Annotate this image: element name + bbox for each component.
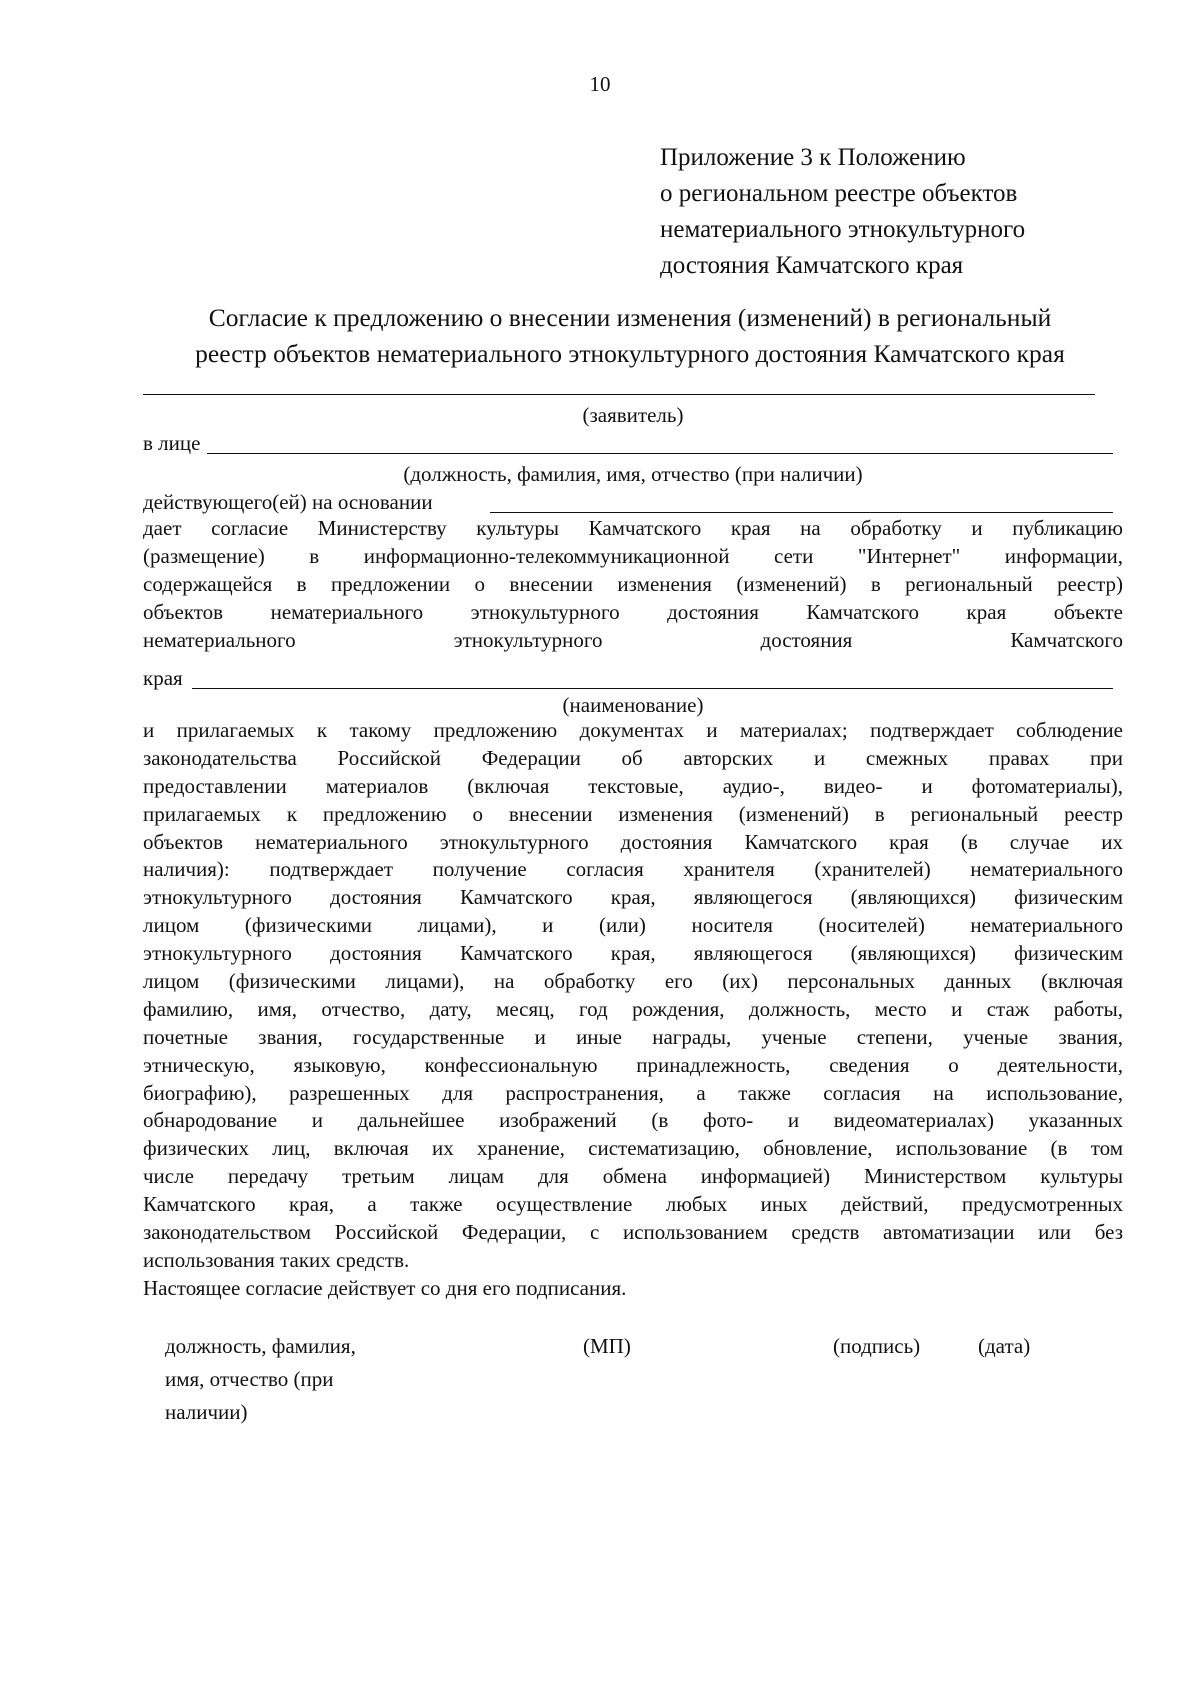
body-line: объектов нематериального этнокультурного достояния Камчатского края (в случае их [143,829,1123,854]
represented-fill-line [207,453,1113,454]
body-line: лицом (физическими лицами), на обработку его (их) персональных данных (включая [143,969,1123,994]
body-line: биографию), разрешенных для распространения, а также согласия на использование, [143,1080,1123,1105]
body-line: и прилагаемых к такому предложению документах и материалах; подтверждает соблюдение [143,718,1123,742]
signatory-position [165,1330,356,1429]
date-placeholder: (дата) [978,1334,1031,1358]
applicant-fill-line [143,394,1095,395]
consent-line: объектов нематериального этнокультурного достояния Камчатского края объекте [143,599,1123,624]
body-line: Камчатского края, а также осуществление любых иных действий, предусмотренных [143,1192,1123,1217]
body-line: физических лиц, включая их хранение, систематизацию, обновление, использование (в том [143,1136,1123,1161]
body-line: числе передачу третьим лицам для обмена информацией) Министерством культуры [143,1164,1123,1189]
body-line: почетные звания, государственные и иные награды, ученые степени, ученые звания, [143,1024,1123,1049]
body-line: предоставлении материалов (включая текстовые, аудио-, видео- и фотоматериалы), [143,773,1123,798]
title-line: реестр объектов нематериального этнокультурного достояния Камчатского края [195,339,1065,368]
body-line: наличия): подтверждает получение согласия хранителя (хранителей) нематериального [143,857,1123,882]
appendix-line: о региональном реестре объектов [660,180,1018,207]
consent-line: нематериального этнокультурного достояния Камчатского [143,627,1123,652]
basis-label: действующего(ей) на основании [143,490,433,514]
appendix-line: нематериального этнокультурного [660,216,1026,243]
consent-line: содержащейся в предложении о внесении изменения (изменений) в региональный реестр) [143,571,1123,596]
stamp-placeholder: (МП) [583,1334,631,1358]
signature-placeholder: (подпись) [833,1334,921,1358]
body-text [143,717,1123,1303]
body-line: фамилию, имя, отчество, дату, месяц, год рождения, должность, место и стаж работы, [143,996,1123,1021]
signatory-position-line: имя, отчество (при [165,1367,334,1391]
body-line: обнародование и дальнейшее изображений (в фото- и видеоматериалах) указанных [143,1108,1123,1133]
body-line: этнокультурного достояния Камчатского края, являющегося (являющихся) физическим [143,941,1123,966]
applicant-caption: (заявитель) [582,403,684,427]
basis-fill-line [490,512,1113,513]
object-label: края [143,666,183,690]
appendix-reference [660,140,1120,284]
validity-statement: Настоящее согласие действует со дня его подписания. [143,1275,627,1300]
title-line: Согласие к предложению о внесении изменения (изменений) в региональный [208,303,1052,332]
signatory-position-line: должность, фамилия, [165,1334,356,1358]
body-line: законодательством Российской Федерации, с использованием средств автоматизации или без [143,1220,1123,1245]
body-line: прилагаемых к предложению о внесении изменения (изменений) в региональный реестр [143,801,1123,826]
consent-line: дает согласие Министерству культуры Камчатского края на обработку и публикацию [143,516,1123,540]
body-line: этнокультурного достояния Камчатского края, являющегося (являющихся) физическим [143,885,1123,910]
object-caption: (наименование) [562,693,704,717]
appendix-line: Приложение 3 к Положению [660,144,966,171]
consent-text [143,515,1123,654]
consent-line: (размещение) в информационно-телекоммуникационной сети "Интернет" информации, [143,543,1123,568]
represented-label: в лице [143,431,201,455]
appendix-line: достояния Камчатского края [660,252,964,279]
document-title [140,300,1120,372]
represented-caption: (должность, фамилия, имя, отчество (при наличии) [403,462,863,486]
body-line: лицом (физическими лицами), и (или) носителя (носителей) нематериального [143,913,1123,938]
signatory-position-line: наличии) [165,1400,248,1424]
object-fill-line [192,688,1113,689]
body-line: этническую, языковую, конфессиональную принадлежность, сведения о деятельности, [143,1052,1123,1077]
page-number: 10 [589,72,611,96]
body-line: использования таких средств. [143,1247,410,1272]
body-line: законодательства Российской Федерации об авторских и смежных правах при [143,745,1123,770]
